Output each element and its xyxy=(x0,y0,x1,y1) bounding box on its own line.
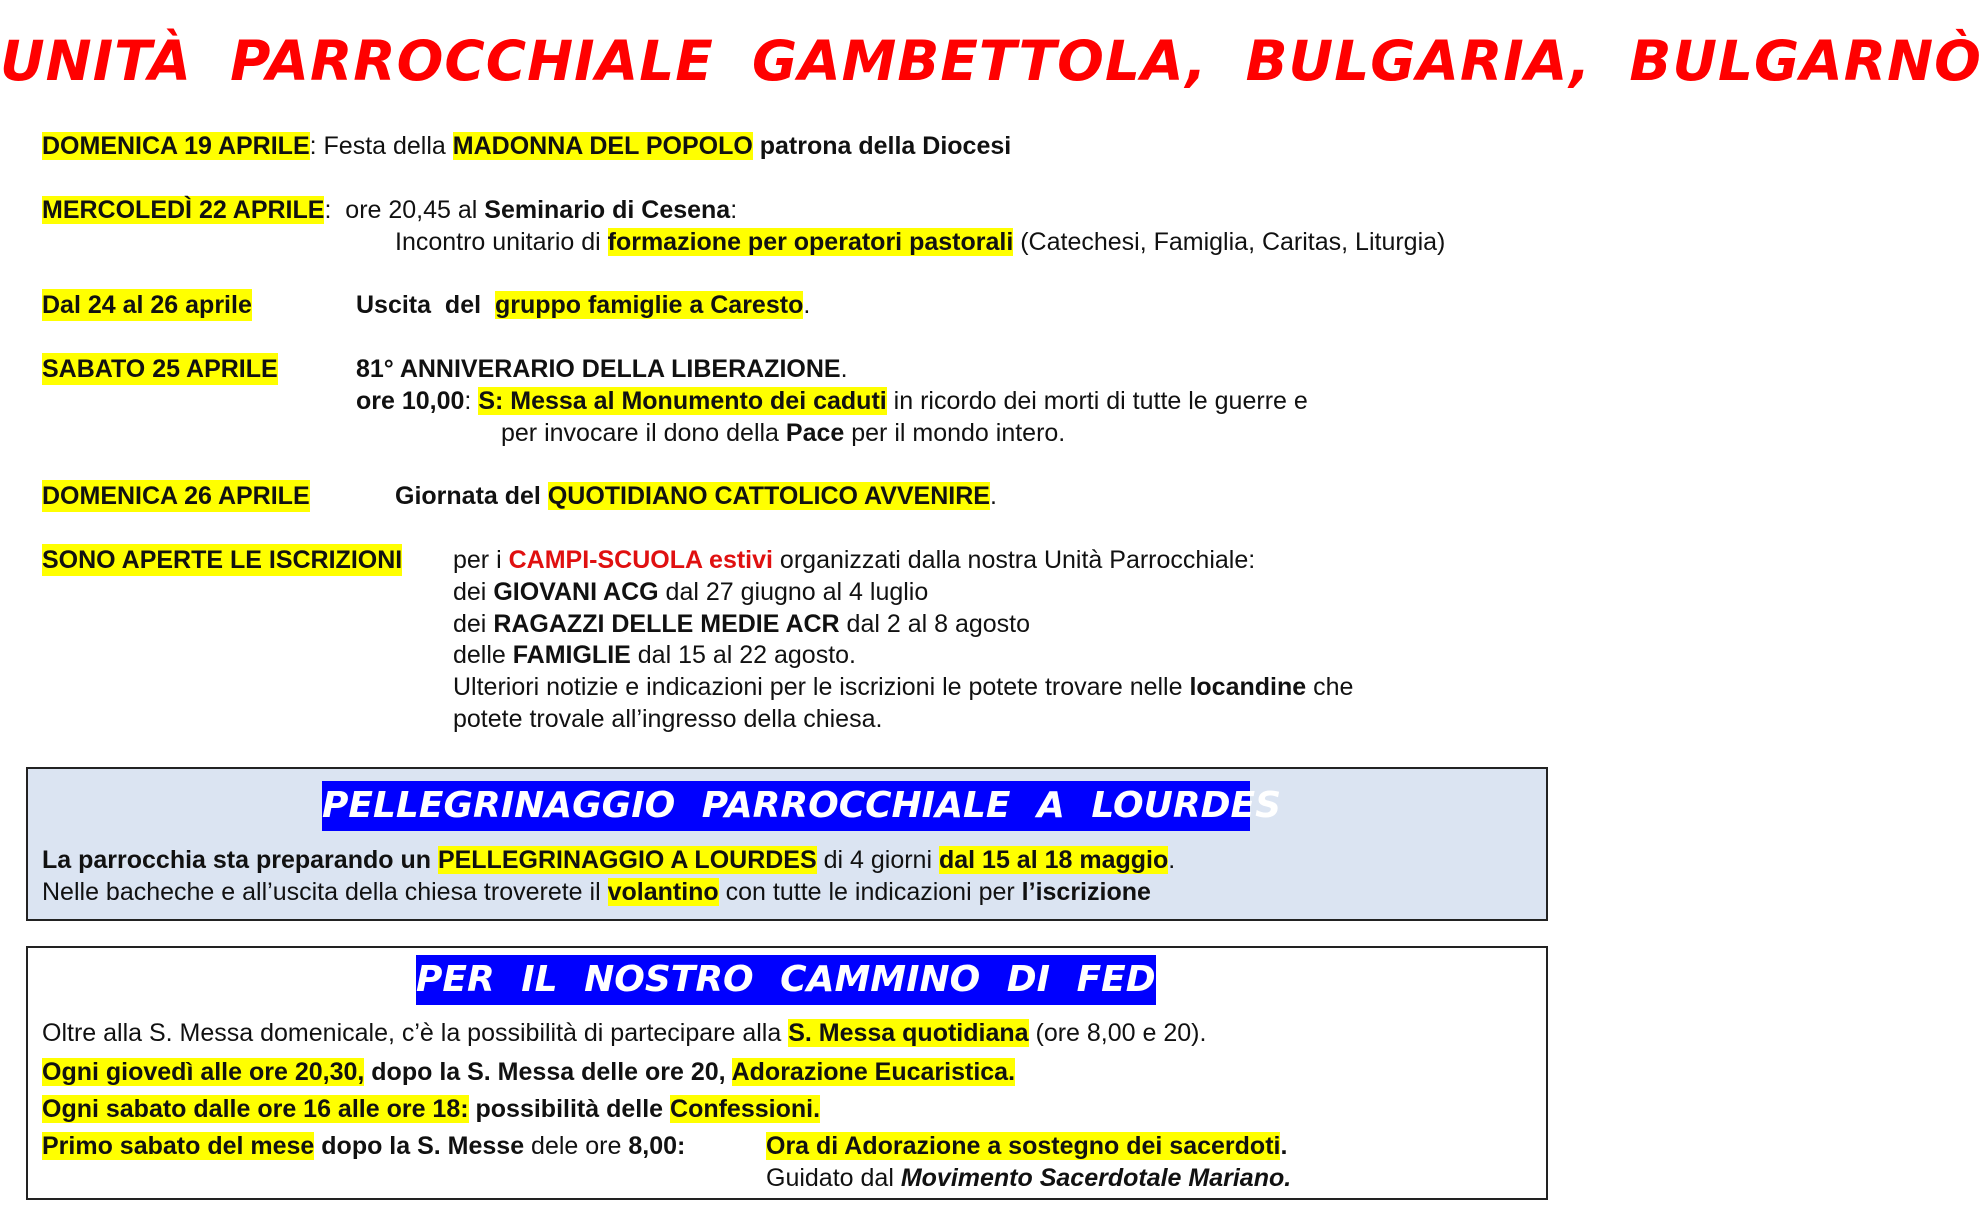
event-text: delle xyxy=(453,641,513,669)
lourdes-text: l’iscrizione xyxy=(1021,878,1151,906)
fede-text: Oltre alla S. Messa domenicale, c’è la possibilità di partecipare alla xyxy=(42,1019,789,1047)
lourdes-text: con tutte le indicazioni per xyxy=(718,878,1022,906)
event-row xyxy=(42,194,737,226)
fede-text: dopo la S. Messe xyxy=(314,1132,525,1160)
fede-line xyxy=(42,1017,1206,1049)
lourdes-dates: dal 15 al 18 maggio xyxy=(938,846,1169,874)
fede-text: dele ore xyxy=(524,1132,629,1160)
event-text: dal 15 al 22 agosto. xyxy=(630,641,856,669)
lourdes-text: La parrocchia sta preparando un xyxy=(42,846,438,874)
event-text: GIOVANI ACG xyxy=(493,578,659,606)
event-row xyxy=(356,353,848,385)
fede-banner: PER IL NOSTRO CAMMINO DI FEDE xyxy=(416,955,1156,1005)
event-row-continued xyxy=(453,639,856,671)
event-row-continued xyxy=(395,226,1445,258)
lourdes-banner: PELLEGRINAGGIO PARROCCHIALE A LOURDES xyxy=(322,781,1250,831)
fede-line xyxy=(766,1162,1291,1194)
event-highlight: CAMPI-SCUOLA estivi xyxy=(508,546,773,574)
event-text: locandine xyxy=(1189,673,1307,701)
lourdes-line xyxy=(42,844,1175,876)
lourdes-highlight: volantino xyxy=(607,878,719,906)
event-text: Giornata del xyxy=(395,482,548,510)
event-text: FAMIGLIE xyxy=(512,641,631,669)
event-row-continued xyxy=(501,417,1065,449)
event-highlight: S: Messa al Monumento dei caduti xyxy=(478,387,887,415)
page-title: UNITÀ PARROCCHIALE GAMBETTOLA, BULGARIA, BULGARNÒ xyxy=(0,29,1982,93)
event-text: : xyxy=(730,196,738,224)
fede-text: possibilità delle xyxy=(468,1095,671,1123)
fede-line xyxy=(766,1130,1287,1162)
event-row xyxy=(395,480,997,512)
event-text: patrona della Diocesi xyxy=(752,132,1012,160)
event-text: : Festa della xyxy=(309,132,453,160)
event-text: dal 2 al 8 agosto xyxy=(839,610,1031,638)
lourdes-highlight: PELLEGRINAGGIO A LOURDES xyxy=(437,846,817,874)
event-date: SABATO 25 APRILE xyxy=(42,355,278,383)
event-highlight: MADONNA DEL POPOLO xyxy=(452,132,753,160)
fede-line xyxy=(42,1130,685,1162)
event-place: Seminario di Cesena xyxy=(484,196,731,224)
event-text: dei xyxy=(453,610,494,638)
fede-line xyxy=(42,1056,1015,1088)
event-text: in ricordo dei morti di tutte le guerre e xyxy=(886,387,1308,415)
event-text: per invocare il dono della xyxy=(501,419,786,447)
fede-highlight: Primo sabato del mese xyxy=(42,1132,315,1160)
event-date: DOMENICA 26 APRILE xyxy=(42,482,310,510)
fede-highlight: Ogni giovedì alle ore 20,30, xyxy=(42,1058,365,1086)
event-date: DOMENICA 19 APRILE xyxy=(42,132,310,160)
event-text: . xyxy=(989,482,997,510)
lourdes-line xyxy=(42,876,1151,908)
event-text: Uscita del xyxy=(356,291,495,319)
event-text: (Catechesi, Famiglia, Caritas, Liturgia) xyxy=(1013,228,1446,256)
event-row-continued xyxy=(453,608,1030,640)
event-text: : xyxy=(464,387,479,415)
event-text: dei xyxy=(453,578,494,606)
event-text: potete trovale all’ingresso della chiesa. xyxy=(453,705,883,733)
event-highlight: gruppo famiglie a Caresto xyxy=(494,291,804,319)
fede-line xyxy=(42,1093,820,1125)
fede-highlight: Confessioni. xyxy=(670,1095,821,1123)
event-row xyxy=(453,544,1255,576)
event-date: MERCOLEDÌ 22 APRILE xyxy=(42,196,325,224)
fede-text: dopo la S. Messa delle ore 20, xyxy=(364,1058,732,1086)
event-text: per i xyxy=(453,546,509,574)
event-text: 81° ANNIVERARIO DELLA LIBERAZIONE xyxy=(356,355,841,383)
fede-highlight: S. Messa quotidiana xyxy=(788,1019,1029,1047)
lourdes-text: Nelle bacheche e all’uscita della chiesa troverete il xyxy=(42,878,608,906)
event-text: che xyxy=(1306,673,1354,701)
event-row xyxy=(42,130,1011,162)
event-text: Incontro unitario di xyxy=(395,228,608,256)
event-row-continued xyxy=(453,671,1353,703)
fede-highlight: Ogni sabato dalle ore 16 alle ore 18: xyxy=(42,1095,469,1123)
event-row xyxy=(356,289,810,321)
event-text: : ore 20,45 al xyxy=(324,196,485,224)
event-text: per il mondo intero. xyxy=(844,419,1066,447)
event-text: Ulteriori notizie e indicazioni per le iscrizioni le potete trovare nelle xyxy=(453,673,1190,701)
lourdes-text: di 4 giorni xyxy=(816,846,939,874)
event-highlight: formazione per operatori pastorali xyxy=(607,228,1014,256)
fede-text: . xyxy=(1280,1132,1288,1160)
lourdes-text: . xyxy=(1168,846,1176,874)
event-text: dal 27 giugno al 4 luglio xyxy=(658,578,929,606)
event-text: . xyxy=(803,291,811,319)
event-text: RAGAZZI DELLE MEDIE ACR xyxy=(493,610,840,638)
fede-text: (ore 8,00 e 20). xyxy=(1028,1019,1207,1047)
event-time: ore 10,00 xyxy=(356,387,465,415)
event-date: Dal 24 al 26 aprile xyxy=(42,291,252,319)
fede-italic: Movimento Sacerdotale Mariano. xyxy=(900,1164,1292,1192)
fede-highlight: Adorazione Eucaristica. xyxy=(731,1058,1016,1086)
fede-highlight: Ora di Adorazione a sostegno dei sacerdoti xyxy=(766,1132,1281,1160)
event-text: . xyxy=(840,355,848,383)
event-text: Pace xyxy=(785,419,845,447)
event-date: SONO APERTE LE ISCRIZIONI xyxy=(42,546,403,574)
fede-text: Guidato dal xyxy=(766,1164,901,1192)
event-row-continued xyxy=(356,385,1308,417)
fede-time: 8,00: xyxy=(628,1132,686,1160)
event-highlight: QUOTIDIANO CATTOLICO AVVENIRE xyxy=(547,482,990,510)
event-row-continued xyxy=(453,576,928,608)
event-text: organizzati dalla nostra Unità Parrocchiale: xyxy=(772,546,1256,574)
